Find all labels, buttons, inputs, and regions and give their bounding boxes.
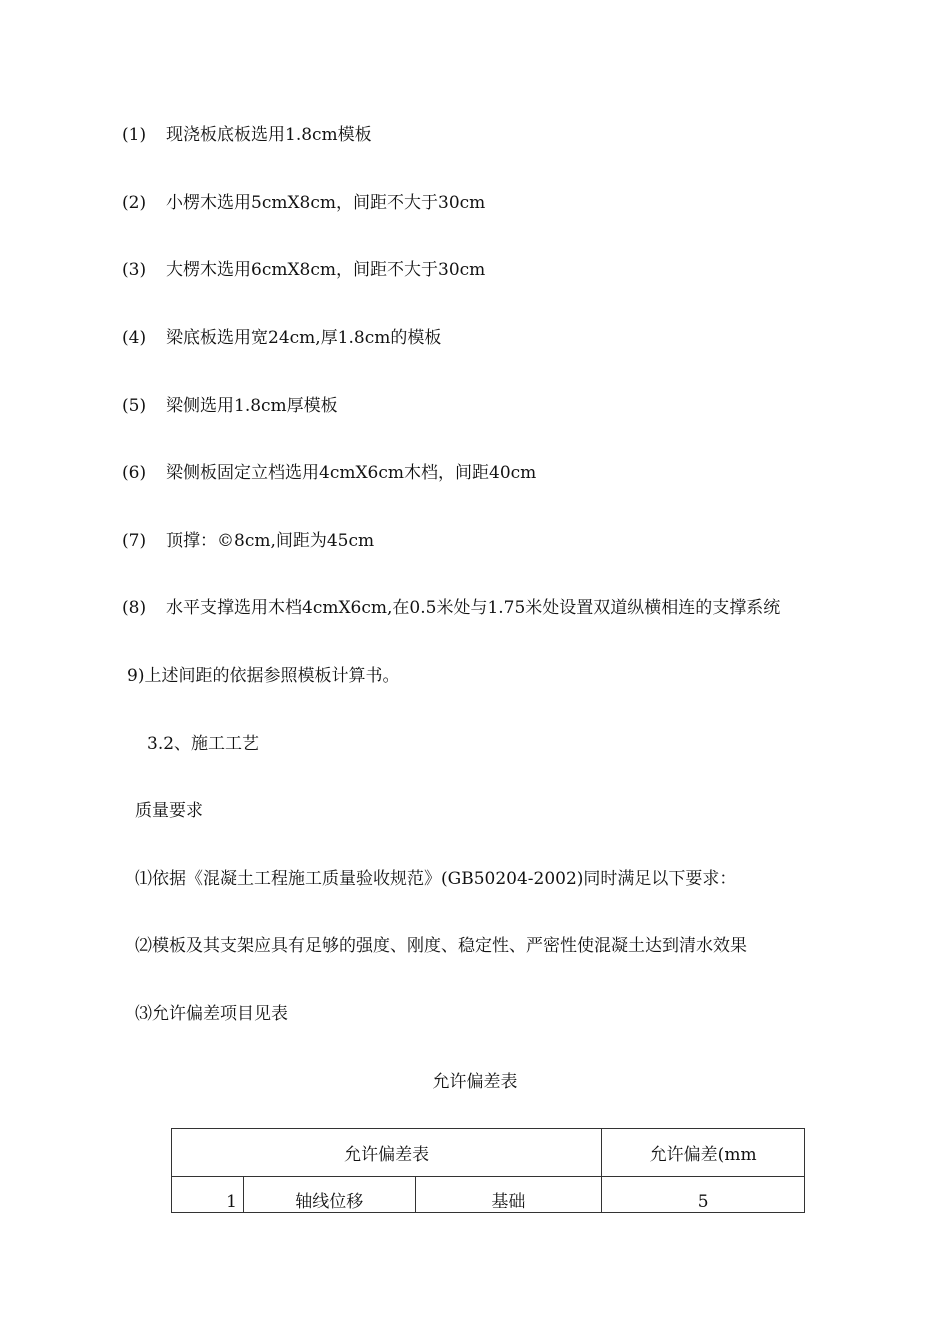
cell-sub-item: 基础 — [415, 1177, 602, 1213]
list-item-7 — [122, 530, 374, 552]
item-number: (8) — [122, 598, 147, 618]
section-heading: 3.2、施工工艺 — [147, 734, 260, 754]
cell-index: 1 — [172, 1177, 244, 1213]
requirement-3: ⑶允许偏差项目见表 — [135, 1004, 288, 1024]
item-text: 梁侧板固定立档选用4cmX6cm木档，间距40cm — [166, 463, 537, 483]
item-number: (6) — [122, 463, 147, 483]
item-number: (4) — [122, 328, 147, 348]
header-cell-item: 允许偏差表 — [172, 1129, 602, 1177]
item-number: (1) — [122, 125, 147, 145]
item-text: 水平支撑选用木档4cmX6cm,在0.5米处与1.75米处设置双道纵横相连的支撑系统 — [166, 598, 781, 618]
list-item-5 — [122, 395, 338, 417]
item-number: (3) — [122, 260, 147, 280]
item-text: 小楞木选用5cmX8cm，间距不大于30cm — [166, 193, 486, 213]
requirement-1: ⑴依据《混凝土工程施工质量验收规范》(GB50204-2002)同时满足以下要求： — [135, 869, 737, 889]
item-text: 顶撑：©8cm,间距为45cm — [166, 531, 375, 551]
header-cell-tolerance: 允许偏差(mm — [602, 1129, 805, 1177]
list-item-9: 9)上述间距的依据参照模板计算书。 — [127, 666, 400, 686]
item-text: 大楞木选用6cmX8cm，间距不大于30cm — [166, 260, 486, 280]
requirement-2: ⑵模板及其支架应具有足够的强度、刚度、稳定性、严密性使混凝土达到清水效果 — [135, 936, 747, 956]
cell-value: 5 — [602, 1177, 805, 1213]
quality-heading: 质量要求 — [135, 801, 203, 821]
list-item-8 — [122, 597, 780, 619]
item-text: 梁侧选用1.8cm厚模板 — [166, 396, 338, 416]
item-number: (5) — [122, 396, 147, 416]
list-item-4 — [122, 327, 441, 349]
item-number: (7) — [122, 531, 147, 551]
tolerance-table — [171, 1128, 805, 1213]
table-row — [172, 1177, 805, 1213]
table-caption: 允许偏差表 — [432, 1072, 518, 1092]
list-item-1 — [122, 124, 372, 146]
list-item-3 — [122, 259, 485, 281]
list-item-6 — [122, 462, 536, 484]
table-header-row — [172, 1129, 805, 1177]
item-number: (2) — [122, 193, 147, 213]
item-text: 梁底板选用宽24cm,厚1.8cm的模板 — [166, 328, 442, 348]
cell-item: 轴线位移 — [243, 1177, 415, 1213]
item-text: 现浇板底板选用1.8cm模板 — [166, 125, 372, 145]
list-item-2 — [122, 192, 485, 214]
